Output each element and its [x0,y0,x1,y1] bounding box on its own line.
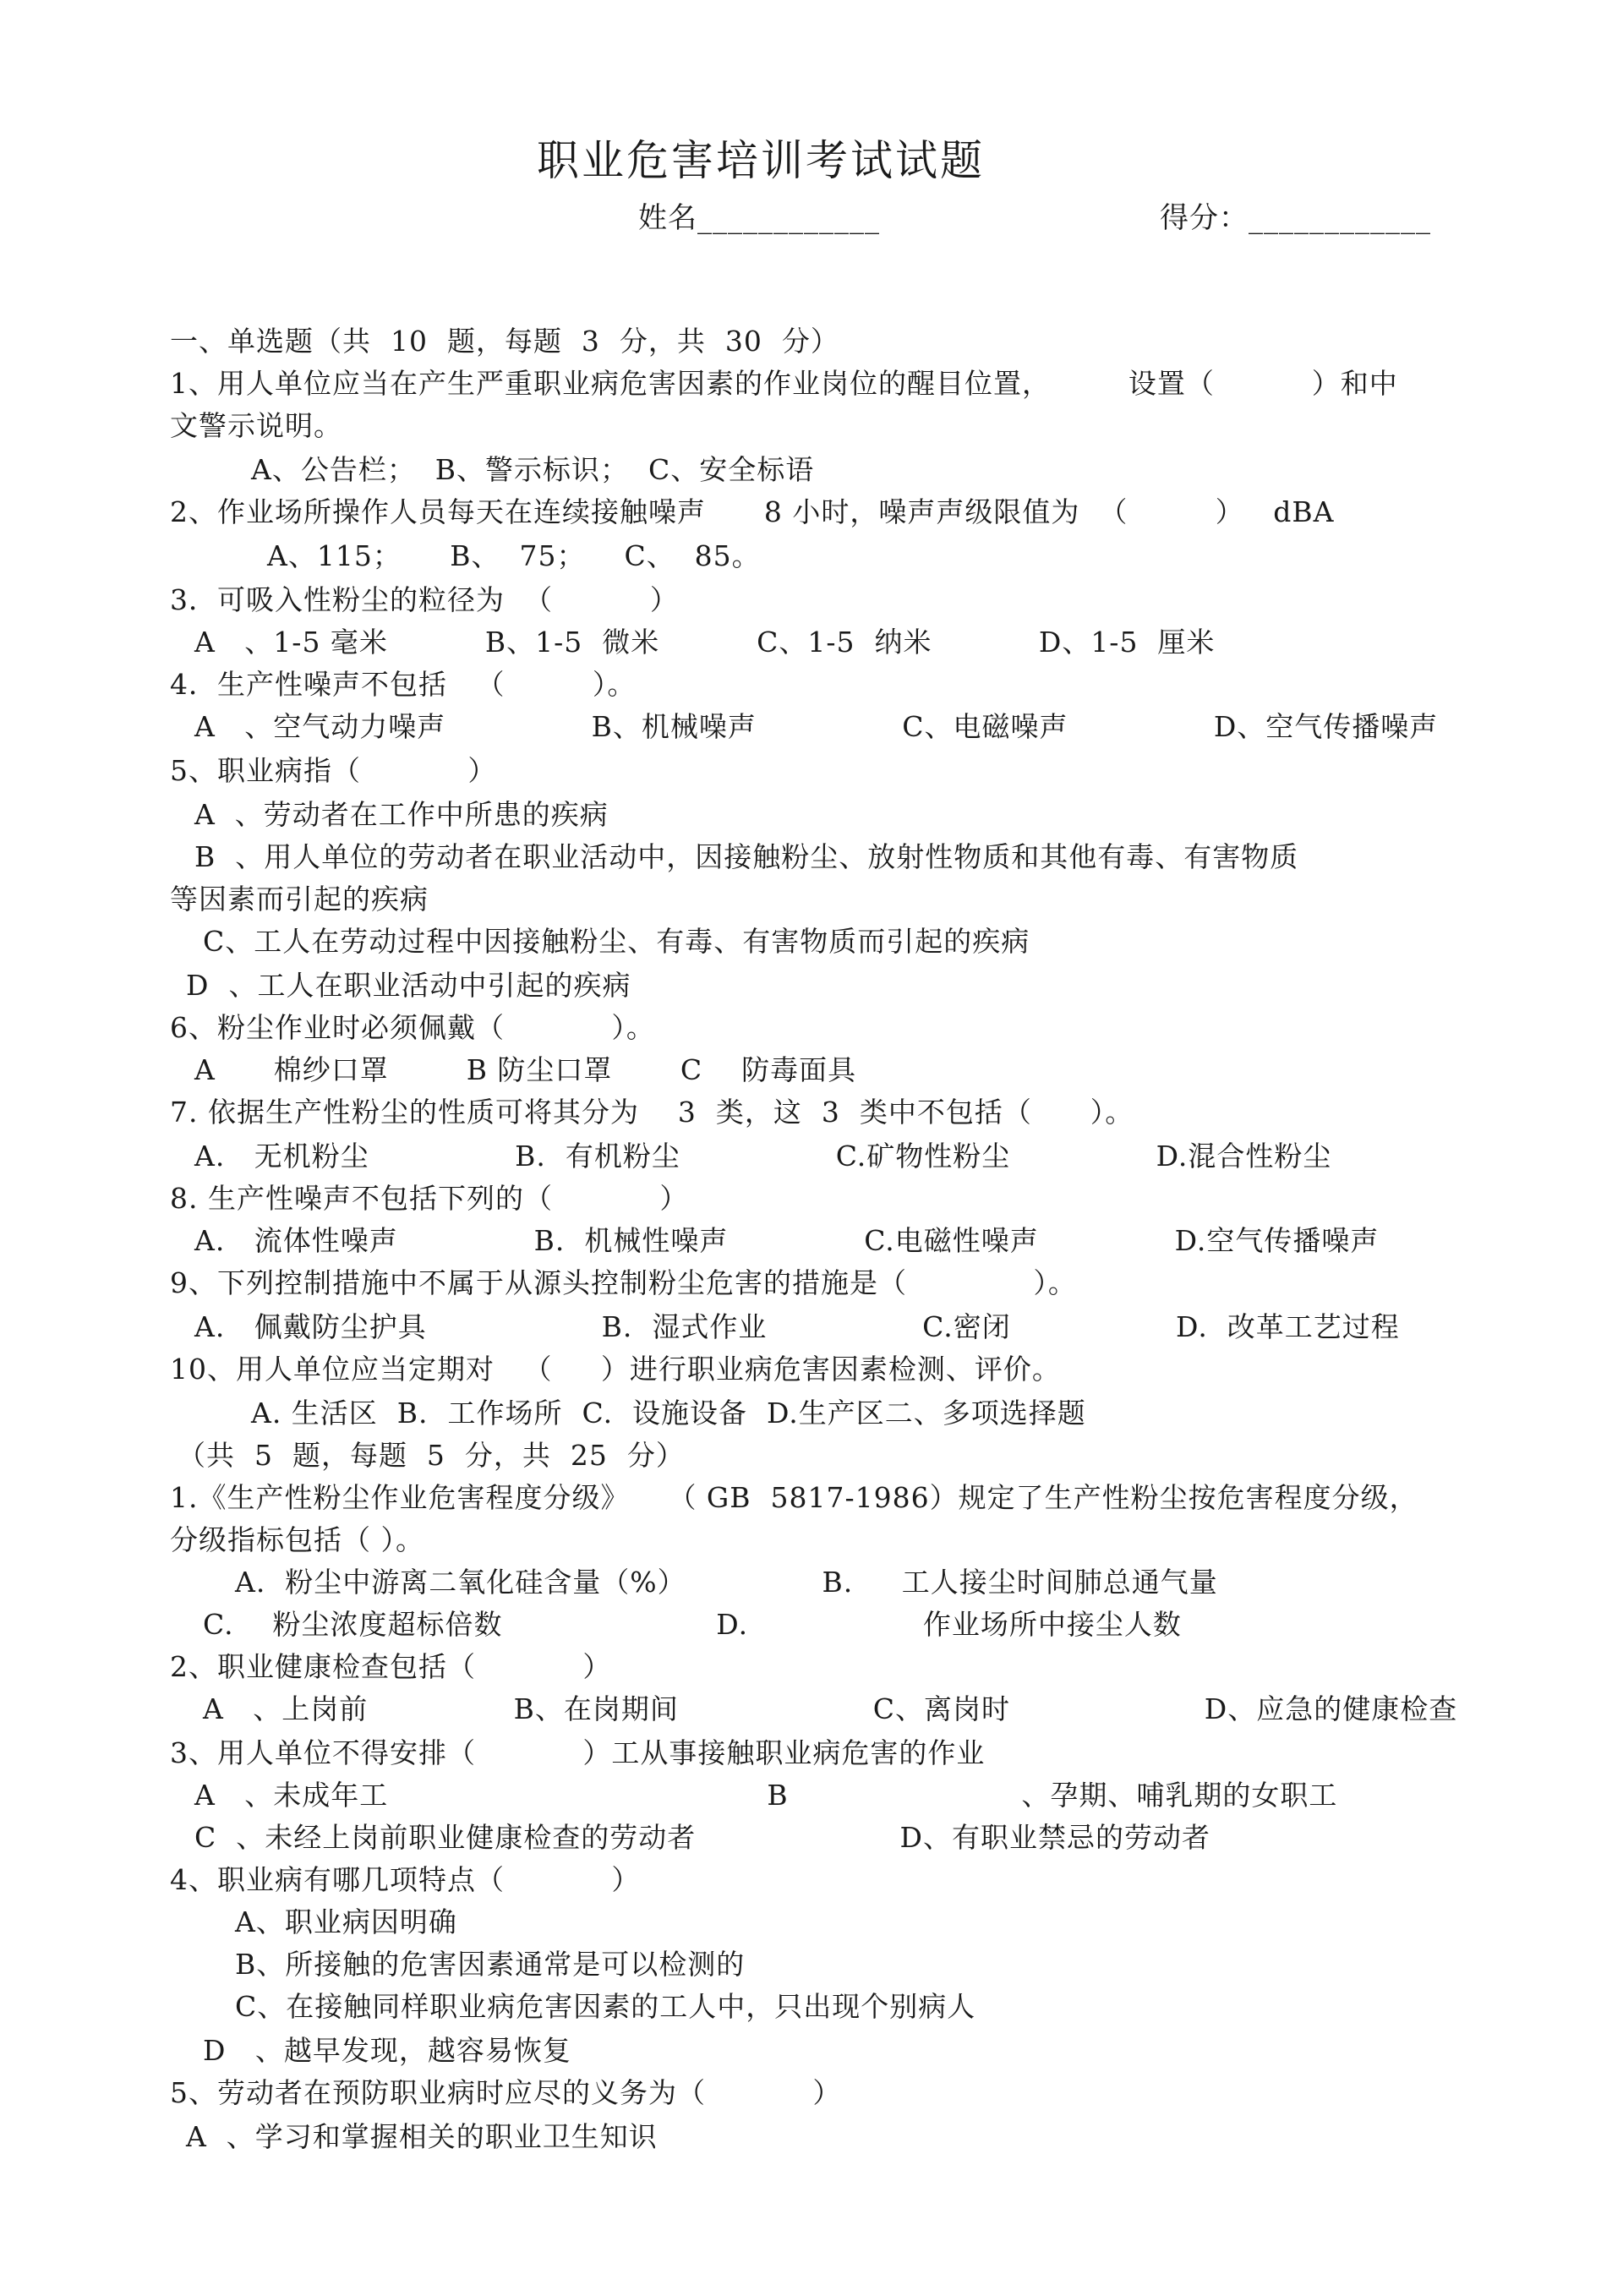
option-line: A 、劳动者在工作中所患的疾病 [194,798,609,831]
question-line: 1、用人单位应当在产生严重职业病危害因素的作业岗位的醒目位置， 设置（ ）和中 [170,367,1398,400]
section-single-choice-heading: 一、单选题（共 10 题，每题 3 分，共 30 分） [170,325,839,358]
question-line: 分级指标包括（ ）。 [170,1523,424,1556]
question-line: 5、劳动者在预防职业病时应尽的义务为（ ） [170,2076,842,2109]
option-line: A 、学习和掌握相关的职业卫生知识 [186,2120,658,2153]
question-line: 5、职业病指（ ） [170,754,497,787]
option-line: C、在接触同样职业病危害因素的工人中，只出现个别病人 [235,1990,976,2023]
option-line: A、公告栏； B、警示标识； C、安全标语 [251,453,815,486]
question-line: 3、用人单位不得安排（ ）工从事接触职业病危害的作业 [170,1736,986,1769]
question-line: 7. 依据生产性粉尘的性质可将其分为 3 类，这 3 类中不包括（ ）。 [170,1096,1134,1129]
option-line: C、工人在劳动过程中因接触粉尘、有毒、有害物质而引起的疾病 [203,925,1030,958]
question-line: 8. 生产性噪声不包括下列的（ ） [170,1182,689,1215]
question-line: 4．生产性噪声不包括 （ ）。 [170,668,637,701]
option-line: A. 无机粉尘 B. 有机粉尘 C.矿物性粉尘 D.混合性粉尘 [194,1140,1332,1173]
option-line: C. 粉尘浓度超标倍数 D. 作业场所中接尘人数 [203,1608,1182,1641]
question-line: 2、职业健康检查包括（ ） [170,1650,612,1683]
option-line: D 、越早发现，越容易恢复 [203,2034,571,2067]
option-line: A 、空气动力噪声 B、机械噪声 C、电磁噪声 D、空气传播噪声 [194,710,1439,743]
option-line: A. 粉尘中游离二氧化硅含量（%） B. 工人接尘时间肺总通气量 [235,1566,1218,1599]
option-line: A 、未成年工 B 、孕期、哺乳期的女职工 [194,1779,1338,1812]
score-field: 得分：____________ [1160,201,1431,235]
option-line: A、115； B、 75； C、 85。 [267,539,761,572]
page-title: 职业危害培训考试试题 [537,136,985,185]
option-line: 等因素而引起的疾病 [170,883,429,916]
option-line: A 、1-5 毫米 B、1-5 微米 C、1-5 纳米 D、1-5 厘米 [194,626,1216,659]
question-line: 文警示说明。 [170,409,342,442]
option-line: A. 流体性噪声 B. 机械性噪声 C.电磁性噪声 D.空气传播噪声 [194,1224,1380,1257]
option-line: A. 佩戴防尘护具 B. 湿式作业 C.密闭 D. 改革工艺过程 [194,1310,1400,1343]
question-line: 10、用人单位应当定期对 （ ）进行职业病危害因素检测、评价。 [170,1353,1061,1386]
question-line: 1.《生产性粉尘作业危害程度分级》 （ GB 5817-1986）规定了生产性粉尘按危害程度分级， [170,1481,1418,1514]
question-line: 3．可吸入性粉尘的粒径为 （ ） [170,583,679,616]
section-multiple-choice-heading: （共 5 题，每题 5 分，共 25 分） [178,1439,685,1472]
question-line: 9、下列控制措施中不属于从源头控制粉尘危害的措施是（ ）。 [170,1266,1077,1299]
question-line: 4、职业病有哪几项特点（ ） [170,1863,641,1896]
name-field: 姓名____________ [638,201,880,235]
question-line: 2、作业场所操作人员每天在连续接触噪声 8 小时，噪声声级限值为 （ ） dBA [170,495,1335,528]
option-line: A 棉纱口罩 B 防尘口罩 C 防毒面具 [194,1053,857,1086]
option-line: D 、工人在职业活动中引起的疾病 [186,969,631,1002]
option-line: B、所接触的危害因素通常是可以检测的 [235,1948,746,1981]
option-line: A. 生活区 B. 工作场所 C. 设施设备 D.生产区二、多项选择题 [251,1397,1086,1430]
option-line: C 、未经上岗前职业健康检查的劳动者 D、有职业禁忌的劳动者 [194,1821,1210,1854]
option-line: A 、上岗前 B、在岗期间 C、离岗时 D、应急的健康检查 [203,1692,1458,1725]
option-line: B 、用人单位的劳动者在职业活动中，因接触粉尘、放射性物质和其他有毒、有害物质 [194,840,1299,873]
question-line: 6、粉尘作业时必须佩戴（ ）。 [170,1011,655,1044]
option-line: A、职业病因明确 [235,1905,457,1938]
